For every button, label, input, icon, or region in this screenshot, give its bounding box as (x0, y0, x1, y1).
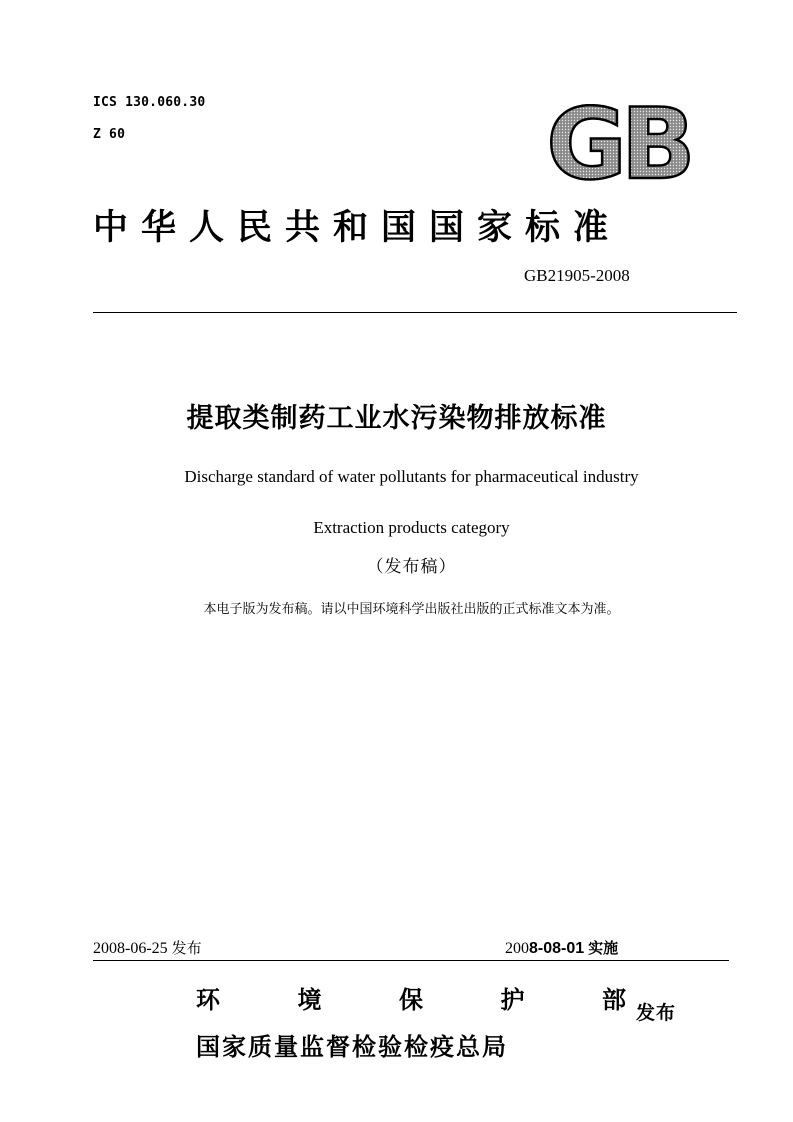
issued-label: 发布 (636, 1002, 677, 1024)
publish-label: 发布 (171, 939, 202, 957)
standard-number: GB21905-2008 (524, 266, 630, 285)
issuer-aqsiq: 国家质量监督检验检疫总局 (196, 1033, 508, 1061)
classification-code: Z 60 (93, 127, 126, 142)
issuer-ministry-char: 境 (297, 986, 322, 1014)
header-divider (93, 312, 737, 313)
document-subtitle-english: Extraction products category (313, 518, 510, 537)
implement-date-value: 8-08-01 (529, 940, 585, 957)
document-title-english: Discharge standard of water pollutants for pharmaceutical industry (184, 467, 639, 486)
issuer-ministry-char: 环 (196, 986, 220, 1014)
issuer-ministry (196, 980, 626, 1015)
gb-logo-icon (540, 104, 696, 186)
issuer-ministry-char: 保 (399, 986, 423, 1014)
publish-date-value: 2008-06-25 (93, 940, 168, 957)
footer-divider (93, 960, 729, 961)
implement-label: 实施 (588, 939, 619, 957)
ics-code: ICS 130.060.30 (93, 95, 206, 110)
document-title-chinese: 提取类制药工业水污染物排放标准 (186, 403, 607, 434)
gb-logo-text: GB (546, 104, 690, 186)
draft-label: （发布稿） (366, 557, 457, 577)
implement-date-prefix: 200 (505, 940, 529, 957)
national-standard-title: 中华人民共和国国家标准 (93, 208, 622, 248)
edition-notice: 本电子版为发布稿。请以中国环境科学出版社出版的正式标准文本为准。 (203, 602, 620, 617)
implement-date (505, 937, 618, 958)
issuer-ministry-char: 护 (500, 986, 525, 1014)
publish-date (93, 937, 202, 958)
issuer-ministry-char: 部 (602, 986, 626, 1014)
